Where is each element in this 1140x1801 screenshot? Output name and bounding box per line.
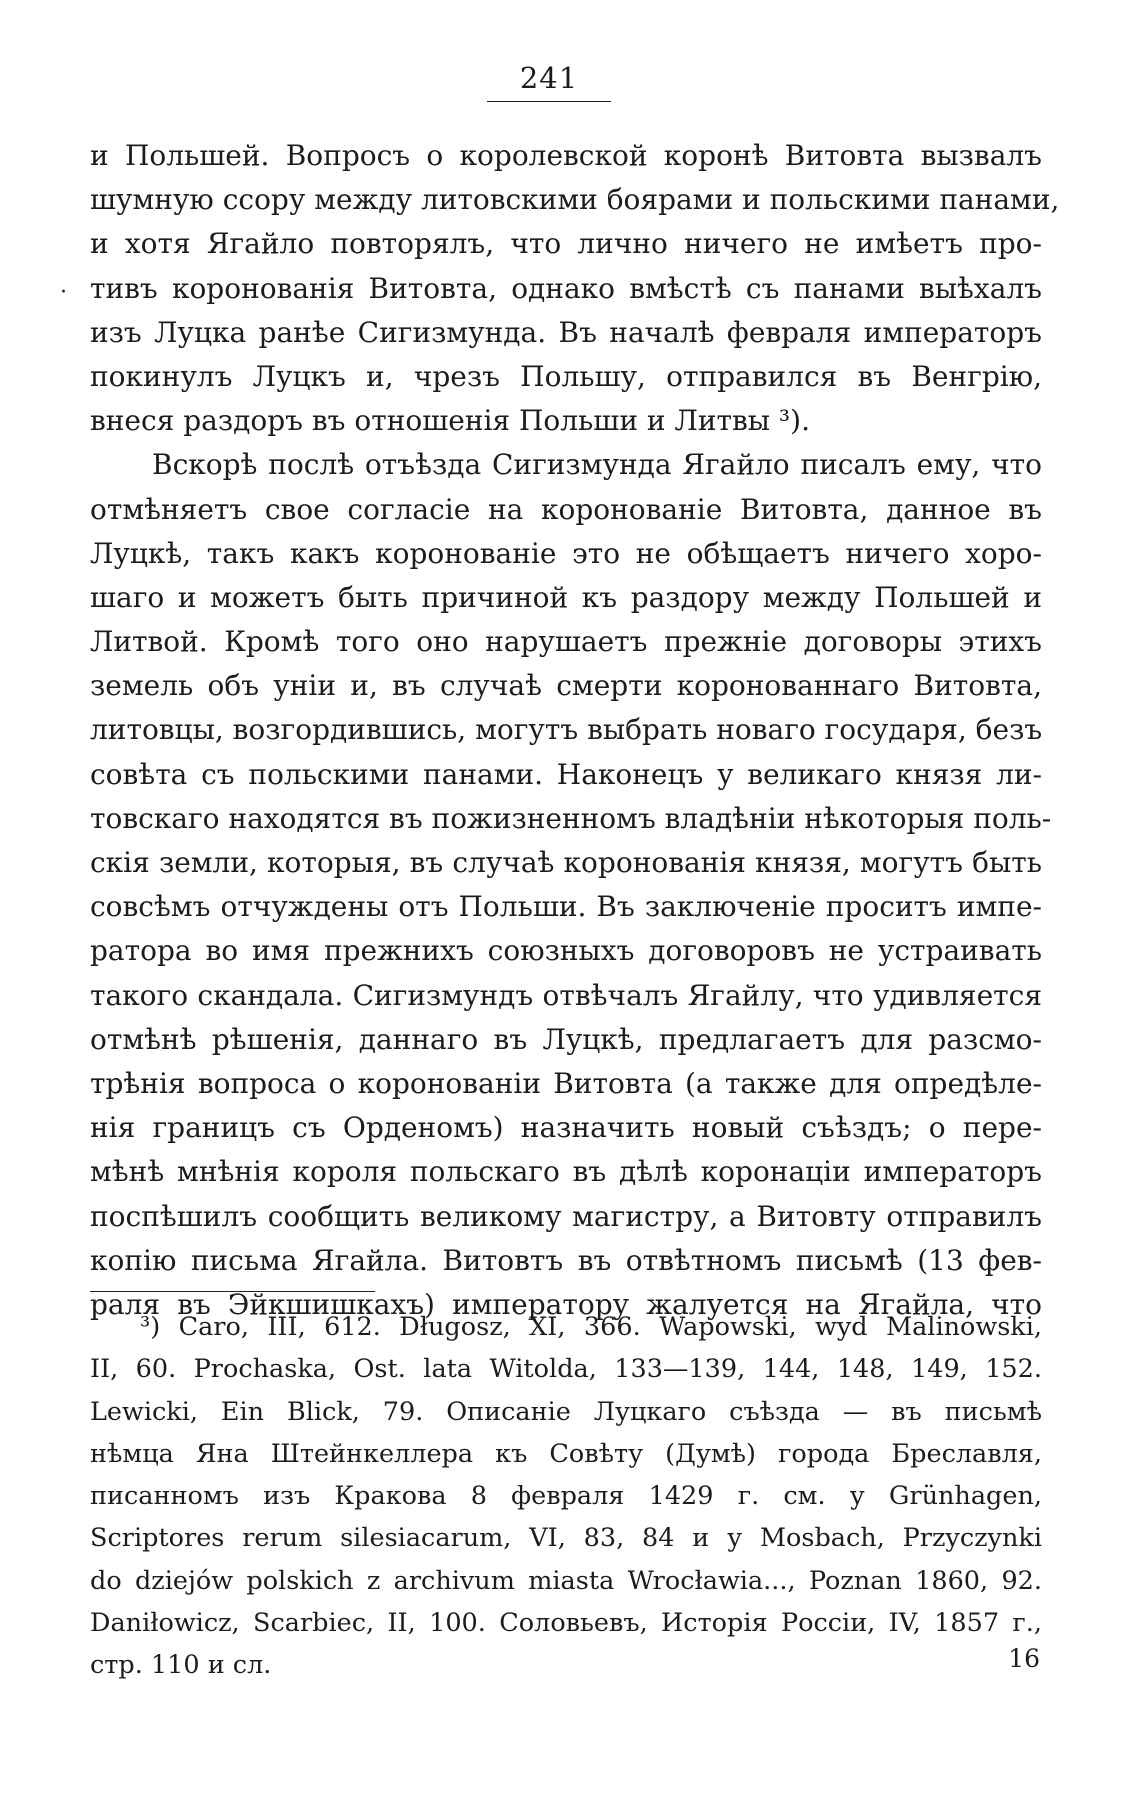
paragraph-start-line: Вскорѣ послѣ отъѣзда Сигизмунда Ягайло писалъ ему, что — [152, 448, 1042, 482]
text-line: и Польшей. Вопросъ о королевской коронѣ Витовта вызвалъ — [90, 139, 1042, 172]
text-line: трѣнія вопроса о коронованіи Витовта (а также для опредѣле- — [90, 1066, 1042, 1100]
text-line: ратора во имя прежнихъ союзныхъ договоровъ не устраивать — [90, 934, 1042, 968]
text-line: раля въ Эйкшишкахъ) императору жалуется на Ягайла, что — [90, 1287, 1042, 1321]
text-line: совѣта съ польскими панами. Наконецъ у великаго князя ли- — [90, 757, 1042, 791]
text-line: тивъ коронованія Витовта, однако вмѣстѣ съ панами выѣхалъ — [90, 271, 1042, 305]
footnote-line: ³) Caro, III, 612. Długosz, XI, 366. Wapowski, wyd Malinowski, — [140, 1312, 1042, 1342]
text-line: шумную ссору между литовскими боярами и польскими панами, — [90, 183, 1060, 217]
footnote-line: Daniłowicz, Scarbiec, II, 100. Соловьевъ, Исторія Россіи, IV, 1857 г., — [90, 1608, 1042, 1639]
text-line: товскаго находятся въ пожизненномъ владѣніи нѣкоторыя поль- — [90, 801, 1052, 835]
text-line: скія земли, которыя, въ случаѣ коронованія князя, могутъ быть — [90, 846, 1042, 879]
text-line: нія границъ съ Орденомъ) назначить новый съѣздъ; о пере- — [90, 1111, 1042, 1145]
footnote-line: do dziejów polskich z archivum miasta Wrocławia..., Poznan 1860, 92. — [90, 1565, 1042, 1596]
text-line: копію письма Ягайла. Витовтъ въ отвѣтномъ письмѣ (13 фев- — [90, 1243, 1042, 1277]
text-line: покинулъ Луцкъ и, чрезъ Польшу, отправился въ Венгрію, — [90, 359, 1042, 393]
footnote-line: Scriptores rerum silesiacarum, VI, 83, 84 и у Mosbach, Przyczynki — [90, 1523, 1042, 1554]
footnote-rule — [90, 1291, 375, 1292]
text-line: такого скандала. Сигизмундъ отвѣчалъ Ягайлу, что удивляется — [90, 978, 1042, 1012]
footnote-line: нѣмца Яна Штейнкеллера къ Совѣту (Думѣ) города Бреславля, — [90, 1438, 1042, 1469]
text-line: отмѣняетъ свое согласіе на коронованіе Витовта, данное въ — [90, 492, 1042, 526]
signature-mark: 16 — [1008, 1644, 1040, 1673]
text-line: земель объ уніи и, въ случаѣ смерти коронованнаго Витовта, — [90, 669, 1042, 703]
page-number: 241 — [519, 61, 579, 95]
text-line: и хотя Ягайло повторялъ, что лично ничего не имѣетъ про- — [90, 227, 1042, 261]
footnote-line: Lewicki, Ein Blick, 79. Описаніе Луцкаго съѣзда — въ письмѣ — [90, 1396, 1042, 1427]
text-line: Луцкѣ, такъ какъ коронованіе это не обѣщаетъ ничего хоро- — [90, 536, 1042, 570]
margin-mark: · — [60, 280, 67, 305]
footnote-line: писанномъ изъ Кракова 8 февраля 1429 г. см. у Grünhagen, — [90, 1481, 1042, 1512]
text-line: отмѣнѣ рѣшенія, даннаго въ Луцкѣ, предлагаетъ для разсмо- — [90, 1022, 1042, 1056]
text-line: литовцы, возгордившись, могутъ выбрать новаго государя, безъ — [90, 713, 1043, 747]
text-line: мѣнѣ мнѣнія короля польскаго въ дѣлѣ коронаціи императоръ — [90, 1155, 1042, 1189]
text-line: шаго и можетъ быть причиной къ раздору между Польшей и — [90, 580, 1042, 614]
footnote-line: II, 60. Prochaska, Ost. lata Witolda, 133—139, 144, 148, 149, 152. — [90, 1354, 1042, 1385]
text-line: внеся раздоръ въ отношенія Польши и Литвы ³). — [90, 404, 810, 438]
text-line: изъ Луцка ранѣе Сигизмунда. Въ началѣ февраля императоръ — [90, 315, 1042, 349]
page-number-rule — [487, 101, 611, 102]
footnote-line: стр. 110 и сл. — [90, 1650, 272, 1681]
text-line: Литвой. Кромѣ того оно нарушаетъ прежніе договоры этихъ — [90, 625, 1042, 659]
main-text — [90, 134, 1060, 1327]
text-line: поспѣшилъ сообщить великому магистру, а Витовту отправилъ — [90, 1199, 1042, 1233]
text-line: совсѣмъ отчуждены отъ Польши. Въ заключеніе проситъ импе- — [90, 890, 1042, 924]
footnotes — [90, 1306, 1042, 1687]
